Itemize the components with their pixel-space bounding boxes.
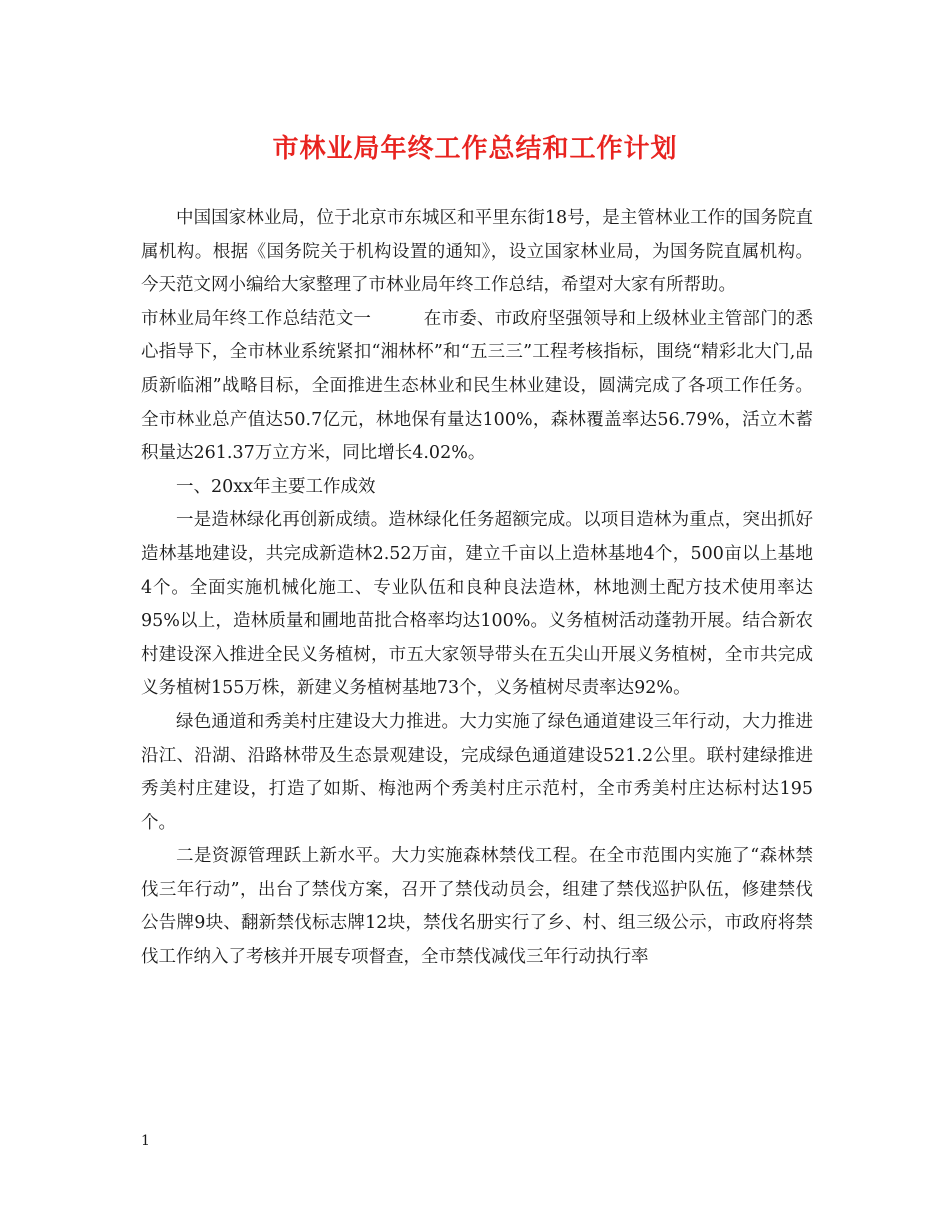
section-text: 在市委、市政府坚强领导和上级林业主管部门的悉心指导下，全市林业系统紧扣“湘林杯”和“五三三”工程考核指标，围绕“精彩北大门,品质新临湘”战略目标，全面推进生态林业和民生林业建设，圆满完成了各项工作任务。全市林业总产值达50.7亿元，林地保有量达100%，森林覆盖率达56.79%，活立木蓄积量达261.37万立方米，同比增长4.02%。 [141,308,814,464]
section-paragraph [141,303,813,471]
paragraph-green-corridor: 绿色通道和秀美村庄建设大力推进。大力实施了绿色通道建设三年行动，大力推进沿江、沿湖、沿路林带及生态景观建设，完成绿色通道建设521.2公里。联村建绿推进秀美村庄建设，打造了如斯、梅池两个秀美村庄示范村，全市秀美村庄达标村达195个。 [141,711,813,833]
paragraph-resource-management: 二是资源管理跃上新水平。大力实施森林禁伐工程。在全市范围内实施了“森林禁伐三年行动”，出台了禁伐方案，召开了禁伐动员会，组建了禁伐巡护队伍，修建禁伐公告牌9块、翻新禁伐标志牌12块，禁伐名册实行了乡、村、组三级公示，市政府将禁伐工作纳入了考核并开展专项督查，全市禁伐减伐三年行动执行率 [141,846,813,968]
intro-paragraph: 中国国家林业局，位于北京市东城区和平里东街18号，是主管林业工作的国务院直属机构。根据《国务院关于机构设置的通知》，设立国家林业局，为国务院直属机构。今天范文网小编给大家整理了市林业局年终工作总结，希望对大家有所帮助。 [141,208,813,296]
section-label: 市林业局年终工作总结范文一 [141,308,372,329]
paragraph-afforestation: 一是造林绿化再创新成绩。造林绿化任务超额完成。以项目造林为重点，突出抓好造林基地建设，共完成新造林2.52万亩，建立千亩以上造林基地4个，500亩以上基地4个。全面实施机械化施工、专业队伍和良种良法造林，林地测土配方技术使用率达95%以上，造林质量和圃地苗批合格率均达100%。义务植树活动蓬勃开展。结合新农村建设深入推进全民义务植树，市五大家领导带头在五尖山开展义务植树，全市共完成义务植树155万株，新建义务植树基地73个，义务植树尽责率达92%。 [141,510,813,699]
heading-main-achievements: 一、20xx年主要工作成效 [176,476,376,497]
document-title: 市林业局年终工作总结和工作计划 [272,134,678,164]
page-number: 1 [141,1133,150,1149]
document-body [141,202,813,975]
